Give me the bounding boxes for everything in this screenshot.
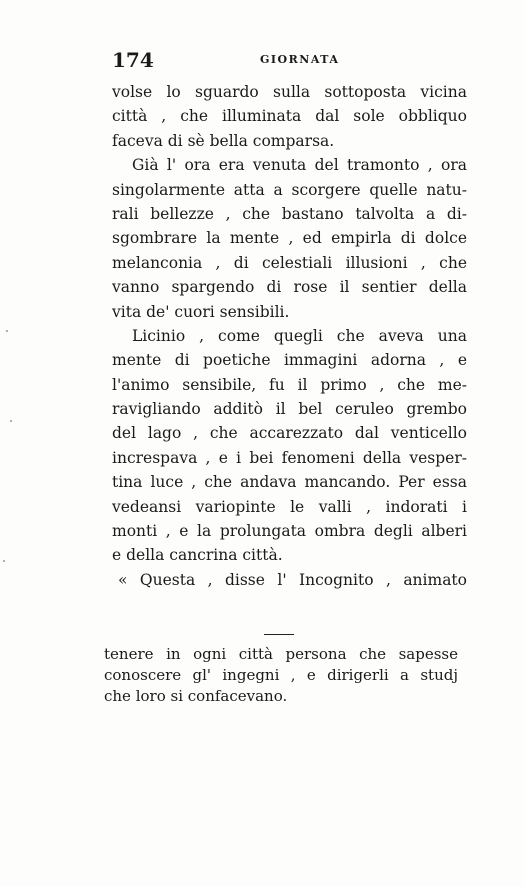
paper-speck — [3, 560, 5, 562]
text-line: ravigliando additò il bel ceruleo grembo — [112, 400, 467, 419]
text-line: l'animo sensibile, fu il primo , che me- — [112, 375, 467, 394]
text-line: e della cancrina città. — [112, 546, 283, 565]
text-line: sgombrare la mente , ed empirla di dolce — [112, 229, 467, 248]
text-line: singolarmente atta a scorgere quelle natu- — [112, 180, 467, 199]
page-number: 174 — [112, 48, 154, 72]
text-line: rali bellezze , che bastano talvolta a di- — [112, 204, 467, 223]
paper-speck — [10, 420, 12, 422]
text-line: « Questa , disse l' Incognito , animato — [118, 570, 467, 589]
text-line: vita de' cuori sensibili. — [112, 302, 290, 321]
footnote-line: che loro si confacevano. — [104, 687, 288, 705]
text-line: Già l' ora era venuta del tramonto , ora — [132, 156, 467, 175]
footnote — [104, 644, 458, 707]
text-line: città , che illuminata dal sole obbliquo — [112, 107, 467, 126]
footnote-rule — [264, 634, 294, 635]
text-line: melanconia , di celestiali illusioni , che — [112, 253, 467, 272]
text-line: volse lo sguardo sulla sottoposta vicina — [112, 83, 467, 101]
footnote-line: conoscere gl' ingegni , e dirigerli a studj — [104, 666, 458, 684]
text-line: monti , e la prolungata ombra degli alberi — [112, 522, 467, 541]
text-line: del lago , che accarezzato dal venticello — [112, 424, 467, 443]
paper-speck — [6, 330, 8, 332]
text-line: tina luce , che andava mancando. Per essa — [112, 473, 467, 492]
body-text — [112, 80, 467, 592]
footnote-line: tenere in ogni città persona che sapesse — [104, 645, 458, 663]
text-line: Licinio , come quegli che aveva una — [132, 326, 467, 345]
text-line: faceva di sè bella comparsa. — [112, 131, 335, 150]
text-line: increspava , e i bei fenomeni della vesper- — [112, 448, 467, 467]
text-line: vedeansi variopinte le valli , indorati i — [112, 497, 467, 516]
text-line: mente di poetiche immagini adorna , e — [112, 351, 467, 370]
page-header — [112, 48, 467, 72]
running-head: GIORNATA — [260, 53, 340, 66]
text-line: vanno spargendo di rose il sentier della — [112, 278, 467, 297]
